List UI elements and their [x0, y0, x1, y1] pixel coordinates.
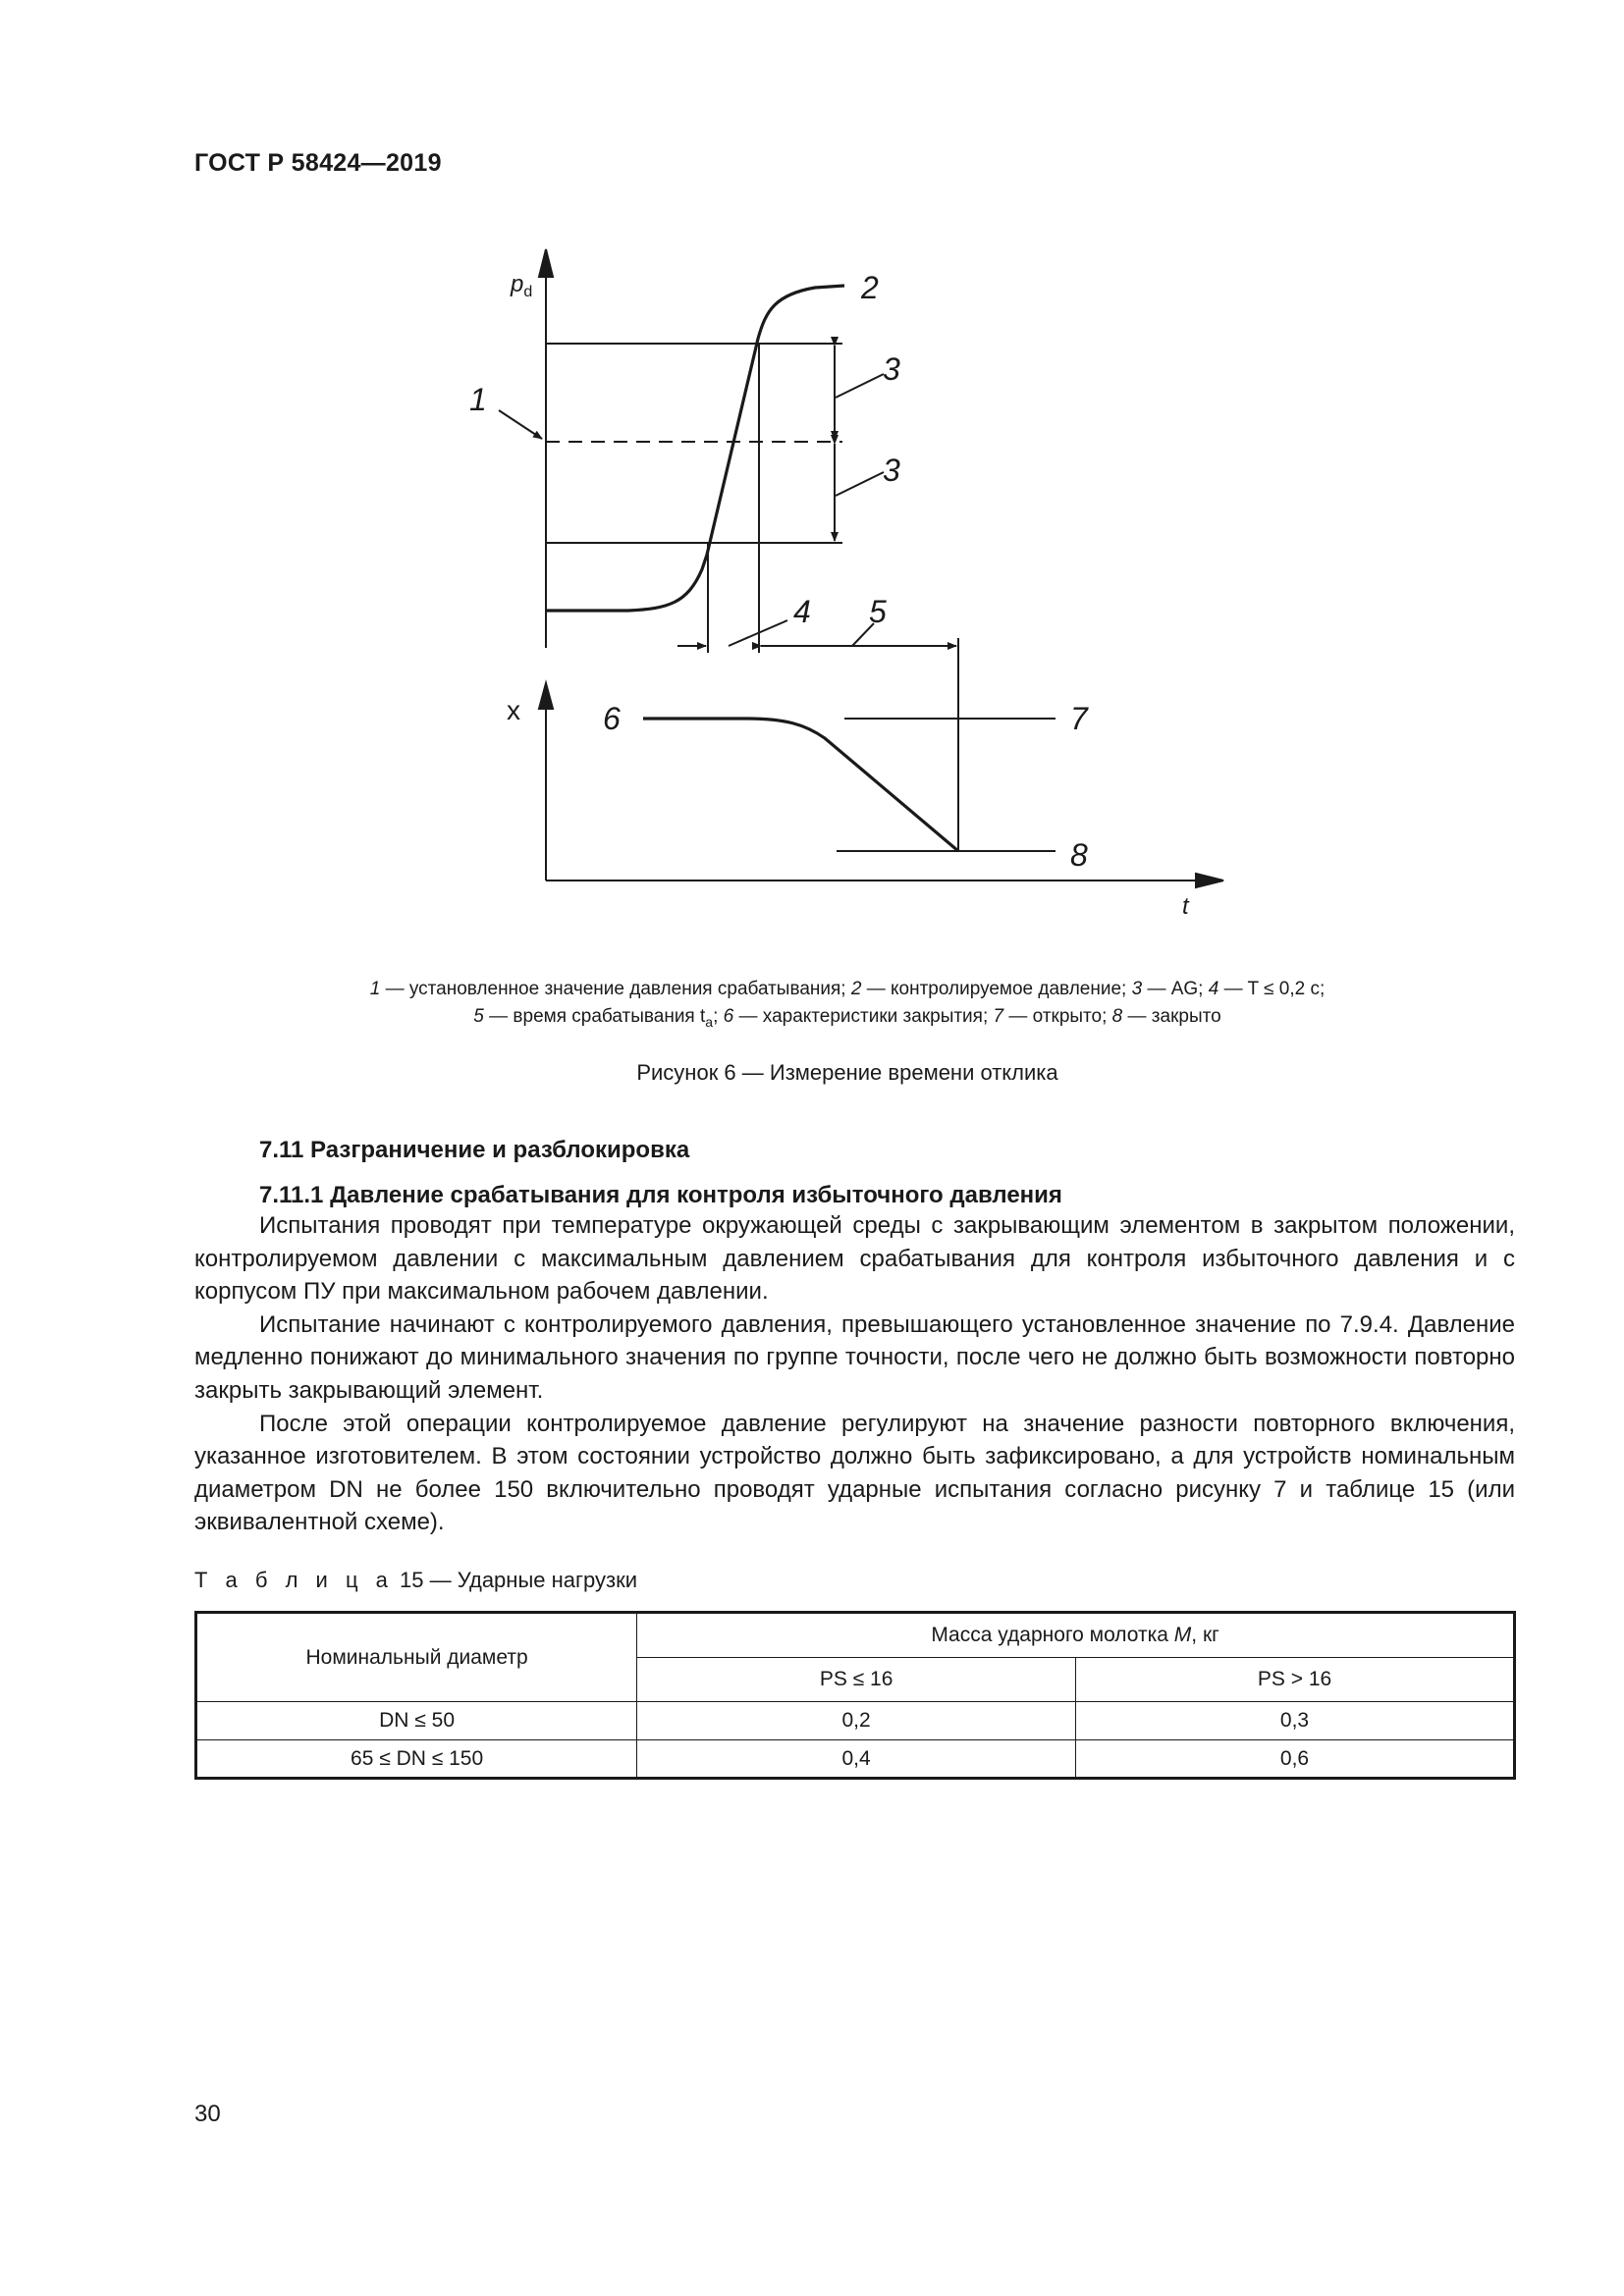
paragraph: Испытания проводят при температуре окружающей среды с закрывающим элементом в закрытом положении, контролируемом давлении с максимальным давлением срабатывания для контроля избыточного давления и с корпусом ПУ при максимальном рабочем давлении. [194, 1212, 1515, 1306]
header-hammer-mass: Масса ударного молотка M, кг [637, 1613, 1515, 1658]
leader-3b [836, 472, 884, 496]
label-3b: 3 [883, 453, 900, 488]
cell-v1: 0,2 [637, 1702, 1076, 1740]
time-axis-arrow [1196, 874, 1223, 887]
axis-y-top-label: p [511, 271, 524, 297]
response-time-figure [0, 0, 1624, 962]
label-8: 8 [1070, 837, 1088, 873]
section-7-11-1-title: 7.11.1 Давление срабатывания для контроля избыточного давления [259, 1182, 1062, 1208]
label-5: 5 [869, 594, 887, 629]
header-ps-le-16: PS ≤ 16 [637, 1658, 1076, 1702]
leader-1 [499, 410, 542, 439]
page-number: 30 [194, 2101, 221, 2127]
label-7: 7 [1070, 701, 1088, 736]
paragraph: После этой операции контролируемое давление регулируют на значение разности повторного включения, указанное изготовителем. В этом состоянии устройство должно быть зафиксировано, а для устройств номинальным диаметром DN не более 150 включительно проводят ударные испытания согласно рисунку 7 и таблице 15 (или эквивалентной схеме). [194, 1410, 1515, 1536]
cell-dn: 65 ≤ DN ≤ 150 [196, 1740, 637, 1779]
document-header: ГОСТ Р 58424—2019 [194, 149, 442, 177]
section-body [194, 1209, 1515, 1539]
header-ps-gt-16: PS > 16 [1076, 1658, 1515, 1702]
section-7-11-title: 7.11 Разграничение и разблокировка [259, 1137, 690, 1163]
axis-y-top-subscript: d [523, 284, 533, 300]
label-4: 4 [793, 594, 811, 629]
leader-3a [836, 374, 884, 398]
paragraph: Испытание начинают с контролируемого давления, превышающего установленное значение по 7.9.4. Давление медленно понижают до минимального значения по группе точности, после чего не должно быть возможности повторно закрыть закрывающий элемент. [194, 1310, 1515, 1404]
cell-v2: 0,6 [1076, 1740, 1515, 1779]
table-caption: Т а б л и ц а 15 — Ударные нагрузки [194, 1568, 638, 1592]
upper-y-axis-arrow [539, 249, 553, 277]
figure-legend: 1 — установленное значение давления срабатывания; 2 — контролируемое давление; 3 — AG; 4 — T ≤ 0,2 с; 5 — время срабатывания $t_a$; 6 — характеристики закрытия; 7 — открыто; 8 — закрыто [369, 979, 1326, 1030]
figure-title: Рисунок 6 — Измерение времени отклика [636, 1060, 1058, 1085]
cell-v1: 0,4 [637, 1740, 1076, 1779]
header-nominal-diameter: Номинальный диаметр [196, 1613, 637, 1702]
label-3a: 3 [883, 351, 900, 387]
lower-y-axis-arrow [539, 683, 553, 709]
axis-y-bottom-label: x [507, 695, 520, 725]
cell-dn: DN ≤ 50 [196, 1702, 637, 1740]
label-2: 2 [861, 270, 879, 305]
label-6: 6 [603, 701, 621, 736]
table-row [196, 1740, 1515, 1779]
table-row [196, 1702, 1515, 1740]
axis-x-label: t [1182, 893, 1189, 920]
closure-curve [643, 719, 958, 851]
label-1: 1 [469, 382, 487, 417]
cell-v2: 0,3 [1076, 1702, 1515, 1740]
impact-load-table [194, 1611, 1516, 1780]
svg-text:pd [510, 271, 532, 300]
pressure-curve [546, 286, 844, 611]
